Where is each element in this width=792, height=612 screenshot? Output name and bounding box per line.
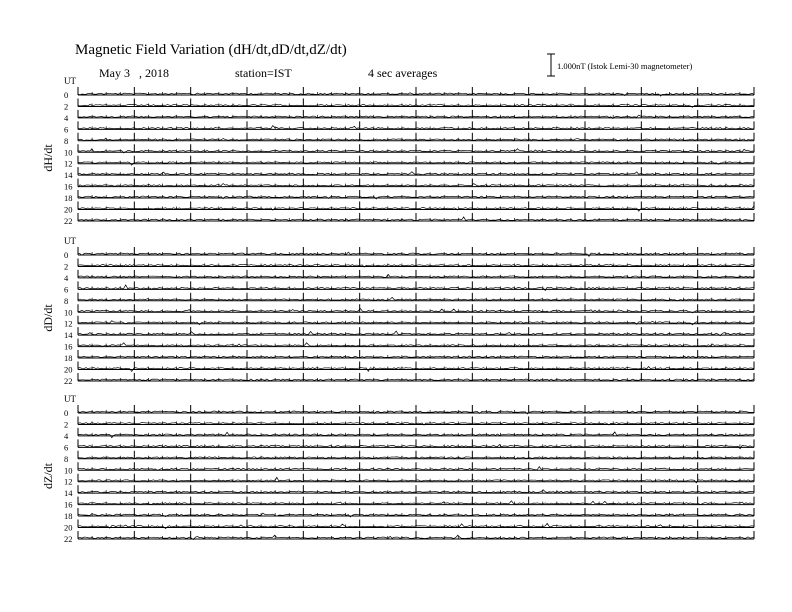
panel-dD-dt	[41, 236, 754, 386]
trace-row	[64, 121, 754, 134]
ut-label: UT	[64, 236, 76, 246]
averaging-label: 4 sec averages	[368, 66, 438, 80]
station-label: station=IST	[235, 66, 292, 80]
hour-label: 14	[64, 330, 73, 341]
panel-ylabel: dD/dt	[41, 304, 55, 332]
hour-label: 22	[64, 215, 73, 226]
trace-row	[64, 339, 754, 352]
hour-label: 16	[64, 341, 73, 352]
date-label: May 3 , 2018	[99, 66, 169, 80]
hour-label: 4	[64, 112, 69, 123]
hour-label: 22	[64, 533, 73, 544]
scale-bar-label: 1.000nT (Istok Lemi-30 magnetometer)	[557, 61, 693, 71]
hour-label: 4	[64, 430, 69, 441]
ut-label: UT	[64, 394, 76, 404]
hour-label: 2	[64, 419, 69, 430]
trace-row	[64, 156, 754, 169]
trace-row	[64, 474, 754, 487]
hour-label: 6	[64, 124, 69, 135]
trace-row	[64, 270, 754, 283]
hour-label: 22	[64, 375, 73, 386]
panel-dH-dt	[41, 76, 754, 226]
trace-row	[64, 531, 754, 544]
hour-label: 18	[64, 353, 73, 364]
trace-row	[64, 327, 754, 340]
trace-row	[64, 439, 754, 452]
hour-label: 20	[64, 204, 73, 215]
panel-dZ-dt	[41, 394, 754, 544]
trace-row	[64, 520, 754, 533]
trace-row	[64, 133, 754, 146]
panels	[41, 76, 754, 544]
hour-label: 10	[64, 147, 73, 158]
trace-row	[64, 258, 754, 271]
scale-bar	[547, 54, 693, 76]
hour-label: 0	[64, 408, 69, 418]
ut-label: UT	[64, 76, 76, 86]
hour-label: 6	[64, 442, 69, 453]
hour-label: 10	[64, 307, 73, 318]
trace-row	[64, 87, 754, 100]
trace-row	[64, 405, 754, 418]
trace-row	[64, 497, 754, 510]
trace-row	[64, 179, 754, 192]
trace-row	[64, 428, 754, 441]
trace-row	[64, 190, 754, 203]
hour-label: 20	[64, 522, 73, 533]
hour-label: 14	[64, 170, 73, 181]
hour-label: 8	[64, 453, 69, 464]
hour-label: 14	[64, 488, 73, 499]
hour-label: 2	[64, 261, 69, 272]
hour-label: 12	[64, 476, 73, 487]
trace-row	[64, 508, 754, 521]
hour-label: 0	[64, 250, 69, 260]
hour-label: 12	[64, 318, 73, 329]
hour-label: 10	[64, 465, 73, 476]
hour-label: 20	[64, 364, 73, 375]
trace-row	[64, 167, 754, 180]
hour-label: 16	[64, 499, 73, 510]
hour-label: 2	[64, 101, 69, 112]
trace-row	[64, 304, 754, 317]
hour-label: 16	[64, 181, 73, 192]
trace-row	[64, 373, 754, 386]
trace-row	[64, 281, 754, 294]
trace-row	[64, 213, 754, 226]
trace-row	[64, 416, 754, 429]
hour-label: 8	[64, 135, 69, 146]
hour-label: 18	[64, 193, 73, 204]
trace-row	[64, 110, 754, 123]
hour-label: 0	[64, 90, 69, 100]
trace-row	[64, 316, 754, 329]
trace-row	[64, 451, 754, 464]
hour-label: 4	[64, 272, 69, 283]
trace-row	[64, 462, 754, 475]
panel-ylabel: dZ/dt	[41, 463, 55, 489]
trace-row	[64, 485, 754, 498]
hour-label: 18	[64, 511, 73, 522]
trace-row	[64, 247, 754, 260]
trace-row	[64, 362, 754, 375]
trace-row	[64, 98, 754, 111]
hour-label: 8	[64, 295, 69, 306]
chart-title: Magnetic Field Variation (dH/dt,dD/dt,dZ/dt)	[75, 42, 347, 58]
panel-ylabel: dH/dt	[41, 144, 55, 172]
trace-row	[64, 293, 754, 306]
trace-row	[64, 202, 754, 215]
hour-label: 6	[64, 284, 69, 295]
trace-row	[64, 350, 754, 363]
hour-label: 12	[64, 158, 73, 169]
trace-row	[64, 144, 754, 157]
